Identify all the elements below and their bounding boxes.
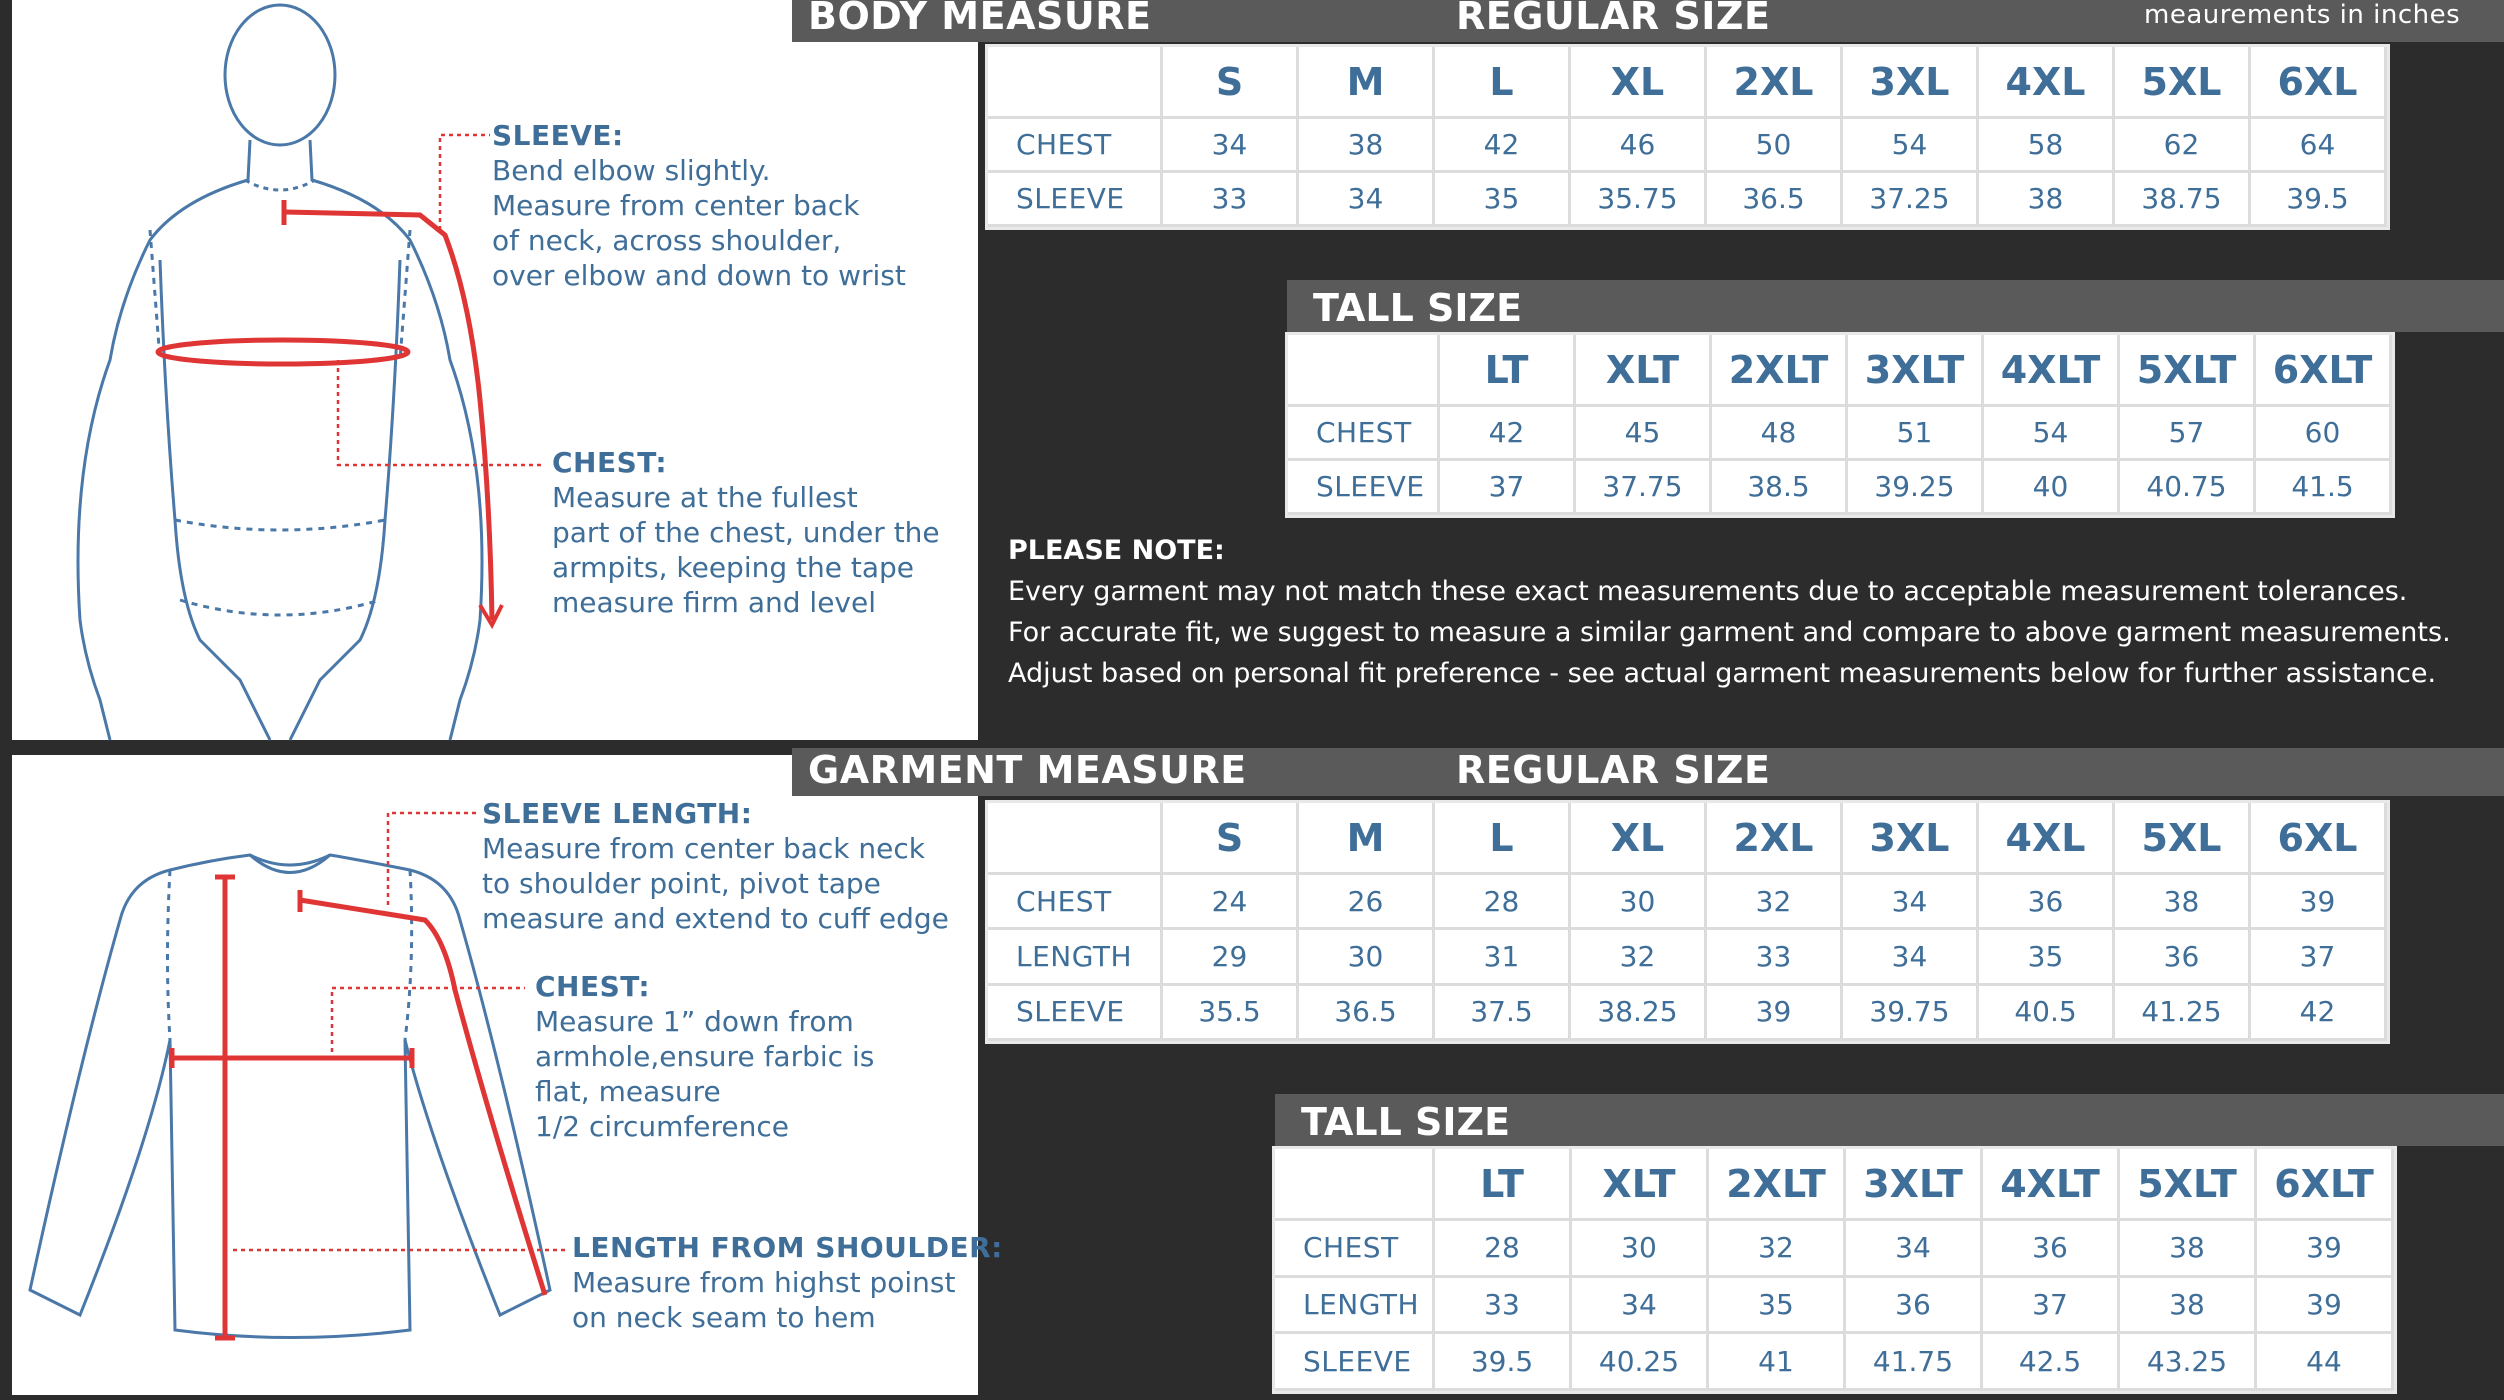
body-chest-line: measure firm and level: [552, 586, 877, 619]
size-header-cell: 6XL: [2251, 47, 2387, 119]
value-cell: 35.5: [1163, 986, 1299, 1041]
garment-measure-header-bar: [792, 748, 2504, 796]
value-cell: 51: [1848, 407, 1984, 461]
body-sleeve-line: of neck, across shoulder,: [492, 224, 842, 257]
row-label-cell: LENGTH: [988, 930, 1163, 985]
body-chest-line: armpits, keeping the tape: [552, 551, 915, 584]
value-cell: 39: [1707, 986, 1843, 1041]
value-cell: 36: [1846, 1278, 1983, 1335]
body-sleeve-line: over elbow and down to wrist: [492, 259, 906, 292]
value-cell: 44: [2257, 1334, 2394, 1391]
value-cell: 38: [2120, 1221, 2257, 1278]
garment-sleeve-line: to shoulder point, pivot tape: [482, 867, 881, 900]
value-cell: 38.25: [1571, 986, 1707, 1041]
value-cell: 35: [1709, 1278, 1846, 1335]
table-corner-cell: [988, 803, 1163, 875]
size-header-cell: XL: [1571, 47, 1707, 119]
value-cell: 42.5: [1983, 1334, 2120, 1391]
body-tall-size-bar: [1287, 280, 2504, 332]
value-cell: 36: [1979, 875, 2115, 930]
garment-chest-line: 1/2 circumference: [535, 1110, 790, 1143]
garment-chest-line: armhole,ensure farbic is: [535, 1040, 875, 1073]
value-cell: 36.5: [1299, 986, 1435, 1041]
row-label-cell: SLEEVE: [988, 173, 1163, 227]
size-header-cell: 5XL: [2115, 803, 2251, 875]
garment-sleeve-title: SLEEVE LENGTH:: [482, 797, 753, 830]
row-label-cell: SLEEVE: [1275, 1334, 1435, 1391]
value-cell: 42: [1440, 407, 1576, 461]
value-cell: 28: [1435, 1221, 1572, 1278]
value-cell: 37.25: [1843, 173, 1979, 227]
size-header-cell: XLT: [1572, 1149, 1709, 1221]
garment-measure-title: GARMENT MEASURE: [808, 748, 1247, 792]
body-tall-size-table: [1285, 332, 2395, 518]
garment-length-instruction: [572, 1230, 1003, 1335]
value-cell: 41: [1709, 1334, 1846, 1391]
size-header-cell: XLT: [1576, 335, 1712, 407]
value-cell: 37: [2251, 930, 2387, 985]
garment-chest-line: Measure 1” down from: [535, 1005, 854, 1038]
value-cell: 64: [2251, 119, 2387, 173]
please-note-line: For accurate fit, we suggest to measure a similar garment and compare to above garment measurements.: [1008, 617, 2451, 648]
row-label-cell: CHEST: [1288, 407, 1440, 461]
body-regular-size-table: [985, 44, 2390, 230]
value-cell: 38: [2120, 1278, 2257, 1335]
body-chest-title: CHEST:: [552, 446, 668, 479]
value-cell: 60: [2256, 407, 2392, 461]
value-cell: 30: [1571, 875, 1707, 930]
value-cell: 37.75: [1576, 461, 1712, 515]
value-cell: 40.5: [1979, 986, 2115, 1041]
row-label-cell: CHEST: [988, 875, 1163, 930]
value-cell: 28: [1435, 875, 1571, 930]
value-cell: 54: [1843, 119, 1979, 173]
size-header-cell: 5XLT: [2120, 335, 2256, 407]
value-cell: 41.5: [2256, 461, 2392, 515]
value-cell: 43.25: [2120, 1334, 2257, 1391]
value-cell: 38: [2115, 875, 2251, 930]
value-cell: 37: [1440, 461, 1576, 515]
size-header-cell: 4XL: [1979, 803, 2115, 875]
value-cell: 32: [1709, 1221, 1846, 1278]
value-cell: 42: [2251, 986, 2387, 1041]
row-label-cell: CHEST: [1275, 1221, 1435, 1278]
value-cell: 45: [1576, 407, 1712, 461]
value-cell: 54: [1984, 407, 2120, 461]
please-note-title: PLEASE NOTE:: [1008, 535, 1225, 566]
body-chest-line: part of the chest, under the: [552, 516, 940, 549]
value-cell: 40: [1984, 461, 2120, 515]
value-cell: 37.5: [1435, 986, 1571, 1041]
value-cell: 39: [2257, 1278, 2394, 1335]
row-label-cell: SLEEVE: [1288, 461, 1440, 515]
please-note-block: [1008, 530, 2451, 694]
value-cell: 32: [1707, 875, 1843, 930]
value-cell: 38.75: [2115, 173, 2251, 227]
value-cell: 42: [1435, 119, 1571, 173]
garment-chest-title: CHEST:: [535, 970, 651, 1003]
value-cell: 34: [1843, 930, 1979, 985]
shirt-figure-icon: [0, 0, 980, 1400]
please-note-line: Every garment may not match these exact measurements due to acceptable measurement tolerances.: [1008, 576, 2408, 607]
body-measure-title: BODY MEASURE: [808, 0, 1152, 38]
garment-length-line: on neck seam to hem: [572, 1301, 876, 1334]
size-header-cell: M: [1299, 47, 1435, 119]
size-header-cell: 2XL: [1707, 47, 1843, 119]
size-header-cell: XL: [1571, 803, 1707, 875]
value-cell: 30: [1572, 1221, 1709, 1278]
garment-regular-size-title: REGULAR SIZE: [1456, 748, 1771, 792]
value-cell: 30: [1299, 930, 1435, 985]
value-cell: 33: [1435, 1278, 1572, 1335]
value-cell: 39.75: [1843, 986, 1979, 1041]
body-tall-size-title: TALL SIZE: [1313, 286, 1523, 330]
size-header-cell: 2XLT: [1712, 335, 1848, 407]
garment-chest-line: flat, measure: [535, 1075, 721, 1108]
garment-sleeve-line: Measure from center back neck: [482, 832, 925, 865]
value-cell: 32: [1571, 930, 1707, 985]
value-cell: 50: [1707, 119, 1843, 173]
row-label-cell: CHEST: [988, 119, 1163, 173]
value-cell: 62: [2115, 119, 2251, 173]
value-cell: 34: [1843, 875, 1979, 930]
value-cell: 29: [1163, 930, 1299, 985]
value-cell: 35.75: [1571, 173, 1707, 227]
body-regular-size-title: REGULAR SIZE: [1456, 0, 1771, 38]
row-label-cell: SLEEVE: [988, 986, 1163, 1041]
size-header-cell: 3XL: [1843, 803, 1979, 875]
garment-sleeve-instruction: [482, 796, 949, 936]
size-header-cell: 3XL: [1843, 47, 1979, 119]
value-cell: 39: [2257, 1221, 2394, 1278]
size-header-cell: LT: [1435, 1149, 1572, 1221]
value-cell: 36: [2115, 930, 2251, 985]
value-cell: 41.25: [2115, 986, 2251, 1041]
table-corner-cell: [988, 47, 1163, 119]
value-cell: 33: [1707, 930, 1843, 985]
body-sleeve-line: Measure from center back: [492, 189, 860, 222]
value-cell: 41.75: [1846, 1334, 1983, 1391]
size-header-cell: 6XLT: [2256, 335, 2392, 407]
garment-tall-size-table: [1272, 1146, 2397, 1394]
table-corner-cell: [1288, 335, 1440, 407]
value-cell: 35: [1435, 173, 1571, 227]
table-corner-cell: [1275, 1149, 1435, 1221]
row-label-cell: LENGTH: [1275, 1278, 1435, 1335]
body-sleeve-line: Bend elbow slightly.: [492, 154, 771, 187]
value-cell: 39.5: [2251, 173, 2387, 227]
size-header-cell: 4XLT: [1983, 1149, 2120, 1221]
value-cell: 40.25: [1572, 1334, 1709, 1391]
value-cell: 35: [1979, 930, 2115, 985]
value-cell: 37: [1983, 1278, 2120, 1335]
please-note-line: Adjust based on personal fit preference - see actual garment measurements below for further assistance.: [1008, 658, 2437, 689]
value-cell: 57: [2120, 407, 2256, 461]
garment-tall-size-title: TALL SIZE: [1301, 1100, 1511, 1144]
value-cell: 48: [1712, 407, 1848, 461]
value-cell: 26: [1299, 875, 1435, 930]
value-cell: 38: [1979, 173, 2115, 227]
garment-tall-size-bar: [1275, 1094, 2504, 1146]
size-header-cell: 3XLT: [1846, 1149, 1983, 1221]
size-header-cell: 6XLT: [2257, 1149, 2394, 1221]
body-chest-line: Measure at the fullest: [552, 481, 858, 514]
size-header-cell: 2XL: [1707, 803, 1843, 875]
body-sleeve-title: SLEEVE:: [492, 119, 624, 152]
value-cell: 38: [1299, 119, 1435, 173]
garment-sleeve-line: measure and extend to cuff edge: [482, 902, 949, 935]
value-cell: 36: [1983, 1221, 2120, 1278]
size-header-cell: LT: [1440, 335, 1576, 407]
size-header-cell: M: [1299, 803, 1435, 875]
value-cell: 34: [1846, 1221, 1983, 1278]
value-cell: 39.5: [1435, 1334, 1572, 1391]
units-note: meaurements in inches: [2144, 0, 2461, 30]
size-header-cell: 3XLT: [1848, 335, 1984, 407]
value-cell: 58: [1979, 119, 2115, 173]
garment-length-line: Measure from highst poinst: [572, 1266, 956, 1299]
size-header-cell: 2XLT: [1709, 1149, 1846, 1221]
value-cell: 31: [1435, 930, 1571, 985]
size-header-cell: 4XLT: [1984, 335, 2120, 407]
value-cell: 46: [1571, 119, 1707, 173]
body-measure-header-bar: [792, 0, 2504, 42]
value-cell: 24: [1163, 875, 1299, 930]
size-header-cell: L: [1435, 47, 1571, 119]
garment-chest-instruction: [535, 969, 874, 1144]
value-cell: 39: [2251, 875, 2387, 930]
size-header-cell: 5XLT: [2120, 1149, 2257, 1221]
size-header-cell: 4XL: [1979, 47, 2115, 119]
size-header-cell: S: [1163, 47, 1299, 119]
size-header-cell: L: [1435, 803, 1571, 875]
value-cell: 33: [1163, 173, 1299, 227]
value-cell: 39.25: [1848, 461, 1984, 515]
size-header-cell: S: [1163, 803, 1299, 875]
garment-regular-size-table: [985, 800, 2390, 1044]
size-header-cell: 6XL: [2251, 803, 2387, 875]
value-cell: 34: [1572, 1278, 1709, 1335]
value-cell: 34: [1299, 173, 1435, 227]
size-header-cell: 5XL: [2115, 47, 2251, 119]
value-cell: 34: [1163, 119, 1299, 173]
value-cell: 36.5: [1707, 173, 1843, 227]
value-cell: 38.5: [1712, 461, 1848, 515]
value-cell: 40.75: [2120, 461, 2256, 515]
garment-length-title: LENGTH FROM SHOULDER:: [572, 1231, 1003, 1264]
